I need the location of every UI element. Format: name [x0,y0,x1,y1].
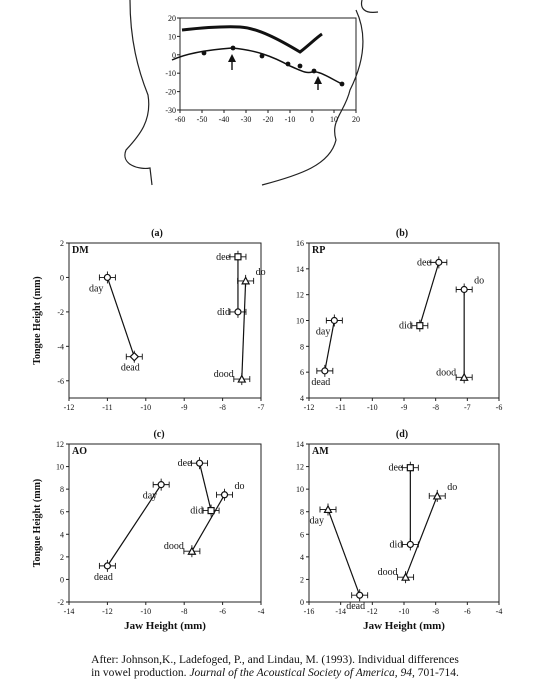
x-tick-label: -10 [366,403,378,412]
pair-line [107,277,134,356]
x-tick-label: -8 [180,607,188,616]
x-tick-label: -12 [63,403,75,412]
y-tick-label: 4 [60,530,64,540]
data-point-dee [436,259,442,265]
x-tick-label: -6 [463,607,471,616]
y-tick-label: 0 [60,273,64,283]
x-tick-label: -8 [219,403,226,412]
x-tick-label: -14 [335,607,347,616]
y-tick-label: 2 [60,552,64,562]
arrow-head [228,54,236,62]
word-label-dee: dee [388,462,403,474]
tongue-diagram [125,0,378,185]
diagram-x-tick-label: -50 [196,115,208,124]
x-tick-label: -11 [102,403,113,412]
y-tick-label: 6 [300,530,304,540]
diagram-x-tick-label: 10 [330,115,338,124]
x-tick-label: -10 [140,607,152,616]
x-tick-label: -7 [257,403,265,412]
x-axis-title: Jaw Height (mm) [124,620,206,632]
word-label-day: day [315,326,331,338]
speaker-label: AO [72,446,87,457]
pellet-marker [312,69,317,74]
diagram-y-tick-label: -30 [165,106,176,115]
diagram-x-tick-label: 0 [310,115,314,124]
y-tick-label: 0 [60,575,64,585]
data-point-day [331,318,337,324]
word-label-did: did [217,306,230,318]
panel-label: (d) [395,429,409,440]
y-tick-label: 6 [300,368,304,378]
y-tick-label: 0 [300,598,304,607]
diagram-y-tick-label: -10 [165,69,176,79]
y-tick-label: 8 [300,507,304,517]
data-point-dee [197,460,203,466]
y-tick-label: -2 [57,307,64,317]
caption-journal: Journal of the Acoustical Society of America, 94, [189,667,415,679]
data-point-did [407,541,413,547]
head-outline [125,0,152,185]
word-label-dood: dood [163,541,184,553]
x-tick-label: -16 [303,607,315,616]
pair-line [328,509,360,595]
y-tick-label: 14 [296,264,304,274]
word-label-dead: dead [93,571,113,583]
data-point-dead [357,592,363,598]
diagram-x-tick-label: -20 [262,115,274,124]
x-tick-label: -9 [400,403,408,412]
x-tick-label: -6 [219,607,226,616]
diagram-y-tick-label: 0 [172,50,176,60]
word-label-dee: dee [416,257,431,269]
diagram-x-tick-label: -30 [240,115,252,124]
pair-line [420,262,439,325]
diagram-x-tick-label: -40 [218,115,230,124]
y-axis-title: Tongue Height (mm) [32,478,43,568]
caption-text-a: in vowel production. [91,667,190,679]
word-label-dood: dood [436,367,457,379]
nose-outline [362,0,378,12]
x-tick-label: -8 [432,607,440,616]
word-label-did: did [399,320,412,332]
x-tick-label: -14 [63,607,75,616]
y-tick-label: 6 [60,507,64,517]
data-point-dead [322,368,328,374]
word-label-day: day [88,283,104,295]
data-point-dead [130,353,138,361]
data-point-day [104,274,110,280]
y-tick-label: 8 [300,342,304,352]
pellet-marker [298,64,303,69]
word-label-do: do [255,266,266,278]
x-tick-label: -11 [335,403,346,412]
pair-line [192,495,225,551]
y-tick-label: -2 [57,598,64,607]
data-point-did [417,323,423,329]
data-point-did [208,508,214,514]
panel-label: (c) [153,429,165,440]
y-tick-label: 10 [56,462,64,472]
tongue-contour [172,48,312,73]
data-point-dee [235,254,241,260]
panel-label: (a) [151,228,163,239]
data-point-do [461,287,467,293]
y-tick-label: 12 [56,440,64,449]
y-tick-label: -6 [57,376,64,386]
speaker-label: AM [312,446,329,457]
y-tick-label: 4 [300,552,304,562]
caption-line-1: After: Johnson,K., Ladefoged, P., and Lindau, M. (1993). Individual differences [91,654,459,666]
x-tick-label: -7 [463,403,471,412]
word-label-do: do [234,480,245,492]
y-tick-label: 4 [300,394,304,403]
x-tick-label: -4 [257,607,265,616]
y-tick-label: 8 [60,485,64,495]
diagram-frame [180,18,356,110]
y-tick-label: 12 [296,290,304,300]
figure-caption [20,654,530,680]
pellet-marker [231,46,236,51]
word-label-dead: dead [120,362,140,374]
word-label-day: day [309,515,324,527]
word-label-do: do [474,275,485,287]
pair-line [200,463,212,510]
caption-text-b: 701-714. [414,667,459,679]
data-point-dee [407,465,413,471]
word-label-did: did [389,539,403,551]
pellet-marker [286,62,291,67]
jaw-outline [262,10,363,185]
y-axis-title: Tongue Height (mm) [32,276,43,365]
speaker-label: RP [312,245,326,256]
diagram-y-tick-label: 20 [168,14,176,23]
pellet-marker [340,82,345,87]
data-point-day [158,482,164,488]
pellet-marker [202,51,207,56]
data-point-did [235,309,241,315]
data-point-do [222,492,228,498]
word-label-day: day [142,490,158,502]
y-tick-label: 2 [60,239,64,248]
diagram-y-tick-label: -20 [165,87,176,97]
arrow-head [314,76,322,84]
x-tick-label: -12 [366,607,378,616]
x-tick-label: -10 [398,607,410,616]
diagram-x-tick-label: -60 [174,115,186,124]
y-tick-label: 12 [296,462,304,472]
word-label-dead: dead [311,376,331,388]
word-label-dood: dood [377,567,398,579]
y-tick-label: 14 [296,440,304,449]
word-label-dood: dood [213,369,234,381]
data-point-dead [104,563,110,569]
diagram-x-tick-label: 20 [352,115,360,124]
x-axis-title: Jaw Height (mm) [363,620,445,632]
x-tick-label: -4 [495,607,503,616]
x-tick-label: -12 [102,607,113,616]
speaker-label: DM [72,245,89,256]
x-tick-label: -6 [495,403,503,412]
caption-line-2 [20,667,530,680]
word-label-did: did [190,505,204,517]
y-tick-label: 16 [296,239,304,248]
y-tick-label: 2 [300,575,304,585]
y-tick-label: 10 [296,485,304,495]
diagram-x-tick-label: -10 [284,115,296,124]
x-tick-label: -12 [303,403,315,412]
pair-line [242,281,246,379]
word-label-dee: dee [216,251,230,263]
y-tick-label: 10 [296,316,304,326]
word-label-dee: dee [177,458,192,470]
panel-am [306,444,499,605]
panel-label: (b) [395,228,409,239]
x-tick-label: -8 [432,403,440,412]
palate-contour [182,27,322,52]
word-label-do: do [447,481,458,493]
word-label-dead: dead [346,601,366,613]
x-tick-label: -9 [180,403,188,412]
diagram-y-tick-label: 10 [168,32,176,42]
pellet-marker [260,54,265,59]
x-tick-label: -10 [140,403,152,412]
y-tick-label: -4 [57,342,64,352]
